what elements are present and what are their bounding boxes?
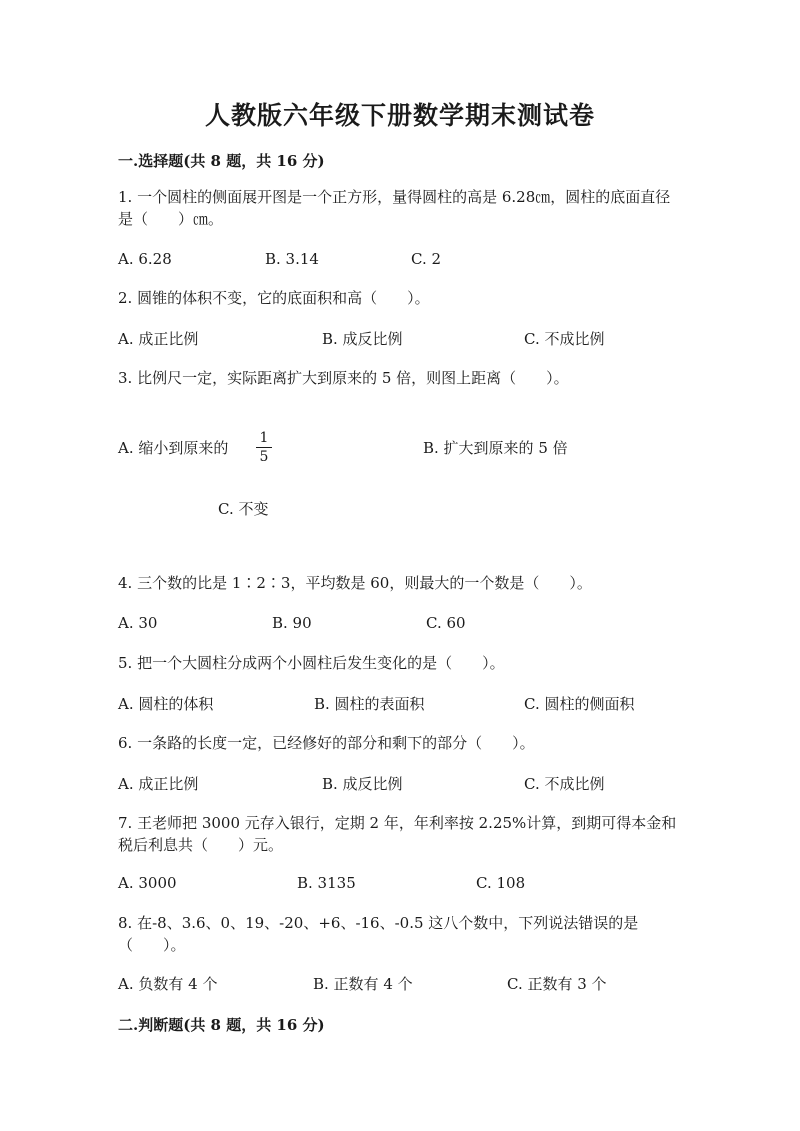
section-heading-choice: 一.选择题(共 8 题，共 16 分) — [118, 152, 325, 170]
page-title: 人教版六年级下册数学期末测试卷 — [204, 101, 595, 130]
question-3-text: 3. 比例尺一定，实际距离扩大到原来的 5 倍，则图上距离（ ）。 — [118, 369, 569, 387]
question-2-option-c: C. 不成比例 — [524, 330, 605, 348]
question-2-option-b: B. 成反比例 — [322, 330, 403, 348]
question-8-text: 8. 在-8、3.6、0、19、-20、+6、-16、-0.5 这八个数中，下列说法错误的是（ ）。 — [118, 914, 639, 954]
question-7-option-c: C. 108 — [476, 874, 526, 892]
question-7-option-a: A. 3000 — [118, 874, 177, 892]
question-1-option-b: B. 3.14 — [265, 250, 319, 268]
question-8-option-b: B. 正数有 4 个 — [313, 975, 413, 993]
question-6-option-b: B. 成反比例 — [322, 775, 403, 793]
question-5-option-a: A. 圆柱的体积 — [118, 695, 214, 713]
question-3-option-c: C. 不变 — [218, 500, 269, 518]
question-7-text: 7. 王老师把 3000 元存入银行，定期 2 年，年利率按 2.25%计算，到期可得本金和税后利息共（ ）元。 — [118, 814, 677, 854]
question-8-option-a: A. 负数有 4 个 — [118, 975, 218, 993]
question-6-text: 6. 一条路的长度一定，已经修好的部分和剩下的部分（ ）。 — [118, 734, 535, 752]
question-4-option-a: A. 30 — [118, 614, 158, 632]
question-2-option-a: A. 成正比例 — [118, 330, 199, 348]
section-heading-true-false: 二.判断题(共 8 题，共 16 分) — [118, 1016, 325, 1034]
question-6-option-a: A. 成正比例 — [118, 775, 199, 793]
question-1-option-c: C. 2 — [411, 250, 442, 268]
fraction-one-fifth — [256, 430, 272, 465]
question-3-option-b: B. 扩大到原来的 5 倍 — [423, 439, 568, 457]
question-5-text: 5. 把一个大圆柱分成两个小圆柱后发生变化的是（ ）。 — [118, 654, 505, 672]
question-4-option-c: C. 60 — [426, 614, 466, 632]
question-3-option-a: A. 缩小到原来的 — [118, 439, 229, 457]
question-5-option-b: B. 圆柱的表面积 — [314, 695, 425, 713]
question-8-option-c: C. 正数有 3 个 — [507, 975, 607, 993]
fraction-numerator: 1 — [259, 430, 269, 446]
question-4-text: 4. 三个数的比是 1∶2∶3，平均数是 60，则最大的一个数是（ ）。 — [118, 574, 592, 592]
question-7-option-b: B. 3135 — [297, 874, 356, 892]
fraction-bar — [256, 447, 272, 448]
question-4-option-b: B. 90 — [272, 614, 312, 632]
question-2-text: 2. 圆锥的体积不变，它的底面积和高（ ）。 — [118, 289, 430, 307]
question-1-option-a: A. 6.28 — [118, 250, 172, 268]
question-5-option-c: C. 圆柱的侧面积 — [524, 695, 635, 713]
question-6-option-c: C. 不成比例 — [524, 775, 605, 793]
question-1-text: 1. 一个圆柱的侧面展开图是一个正方形，量得圆柱的高是 6.28㎝，圆柱的底面直径是（ ）㎝。 — [118, 188, 671, 228]
fraction-denominator: 5 — [259, 449, 269, 465]
